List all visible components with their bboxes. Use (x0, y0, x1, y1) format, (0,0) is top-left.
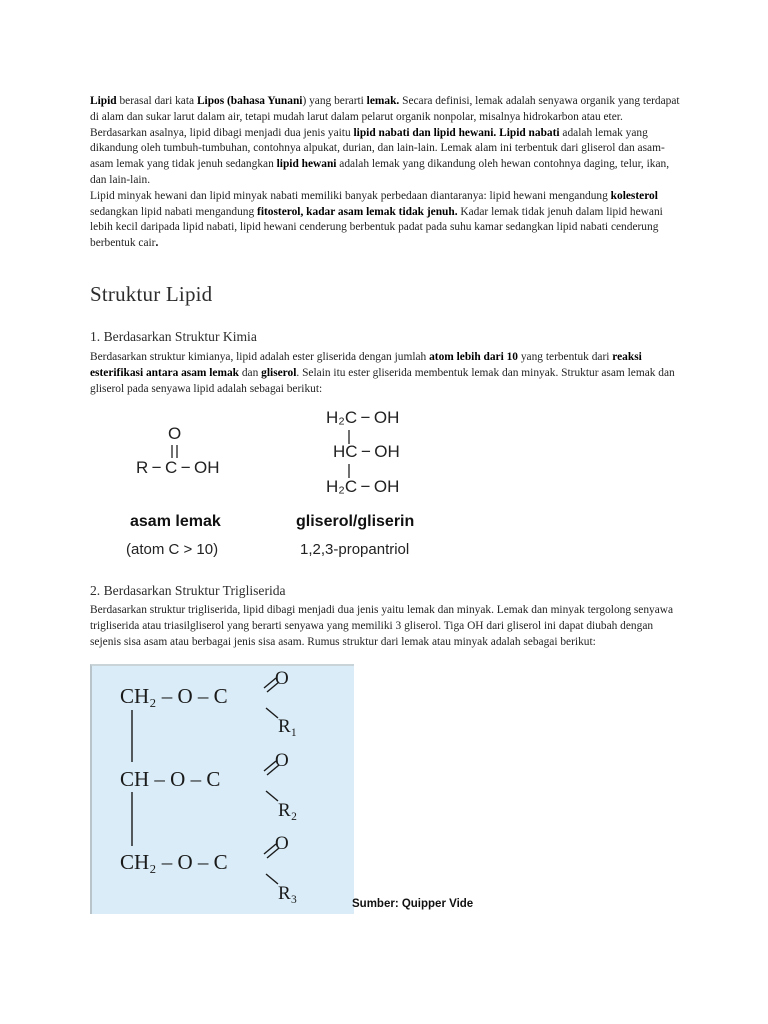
glycerol-row-2: HC − OH (333, 442, 400, 461)
intro-paragraph-1: Lipid berasal dari kata Lipos (bahasa Yunani) yang berarti lemak. Secara definisi, lemak adalah senyawa organik yang terdapat di alam dan sukar larut dalam air, tetapi mudah larut dalam pelarut organik nonpolar, misalnya hidrokarbon atau eter. (90, 95, 680, 123)
section-paragraph: Berdasarkan struktur trigliserida, lipid dibagi menjadi dua jenis yaitu lemak dan minyak. Lemak dan minyak tergolong senyawa trigliserida atau triasilgliserol yang berarti senyawa yang memiliki 3 gliserol. Tiga OH dari gliserol ini dapat diubah dengan sejenis sisa asam atau berbagai jenis sisa asam. Rumus struktur dari lemak atau minyak adalah sebagai berikut: (90, 604, 674, 648)
section-title: 1. Berdasarkan Struktur Kimia (90, 329, 257, 344)
oxygen-2: O (275, 750, 289, 771)
triglyceride-row-1: CH₂ – O – C (120, 684, 228, 708)
glycerol-name: gliserol/gliserin (296, 513, 415, 530)
section-struktur-kimia (90, 329, 680, 397)
glycerol-structure (296, 408, 414, 558)
r3-group: R₃ (278, 883, 298, 904)
oxygen-3: O (275, 833, 289, 854)
term-lipid: Lipid (90, 95, 117, 107)
intro-text (90, 94, 680, 252)
carbonyl-oxygen: O (168, 424, 182, 443)
glycerol-row-1: H₂C − OH (326, 408, 400, 427)
oxygen-1: O (275, 668, 289, 689)
r1-group: R₁ (278, 716, 298, 737)
section-struktur-trigliserida (90, 583, 680, 650)
fatty-acid-glycerol-figure (120, 400, 440, 565)
figure-source-caption: Sumber: Quipper Vide (352, 898, 474, 910)
intro-paragraph-2: Berdasarkan asalnya, lipid dibagi menjadi dua jenis yaitu lipid nabati dan lipid hewani. Lipid nabati adalah lemak yang dikandung oleh tumbuh-tumbuhan, contohnya alpukat, durian, dan lain-lain. Lemak alam ini terbentuk dari gliserol dan asam-asam lemak yang tidak jenuh sedangkan lipid hewani adalah lemak yang dikandung oleh hewan contohnya daging, telur, ikan, dan lain-lain. (90, 126, 670, 186)
glycerol-note: 1,2,3-propantriol (300, 541, 410, 558)
page-heading: Struktur Lipid (90, 282, 213, 306)
triglyceride-row-3: CH₂ – O – C (120, 850, 228, 874)
triglyceride-figure (90, 664, 354, 914)
r2-group: R₂ (278, 800, 298, 821)
fatty-acid-note: (atom C > 10) (126, 541, 219, 558)
section-paragraph: Berdasarkan struktur kimianya, lipid adalah ester gliserida dengan jumlah atom lebih dari 10 yang terbentuk dari reaksi esterifikasi antara asam lemak dan gliserol. Selain itu ester gliserida membentuk lemak dan minyak. Struktur asam lemak dan gliserol pada senyawa lipid adalah sebagai berikut: (90, 351, 675, 395)
intro-paragraph-3: Lipid minyak hewani dan lipid minyak nabati memiliki banyak perbedaan diantaranya: lipid hewani mengandung kolesterol sedangkan lipid nabati mengandung fitosterol, kadar asam lemak tidak jenuh. Kadar lemak tidak jenuh dalam lipid hewani lebih kecil daripada lipid nabati, lipid hewani cenderung berbentuk padat pada suhu kamar sedangkan lipid nabati cenderung berbentuk cair. (90, 189, 663, 250)
fatty-acid-formula: R − C − OH (136, 458, 220, 477)
triglyceride-row-2: CH – O – C (120, 767, 221, 791)
fatty-acid-structure (126, 424, 221, 558)
section-title: 2. Berdasarkan Struktur Trigliserida (90, 583, 286, 598)
glycerol-row-3: H₂C − OH (326, 477, 400, 496)
fatty-acid-name: asam lemak (130, 513, 221, 530)
